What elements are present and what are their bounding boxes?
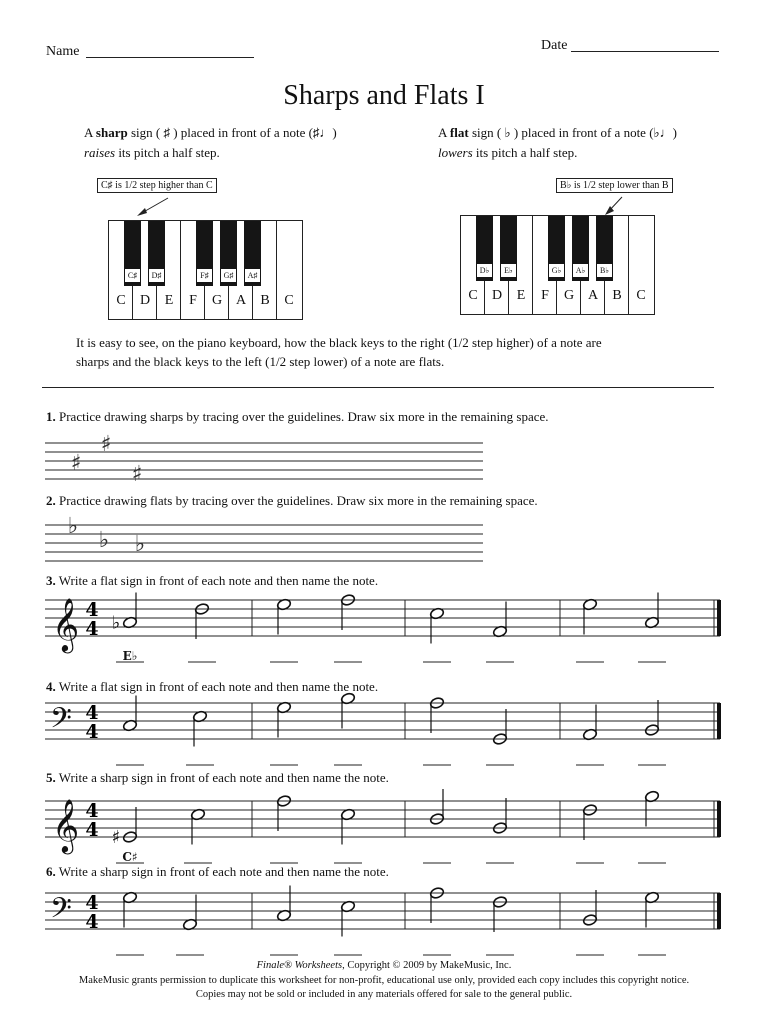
white-key-label: B <box>260 293 270 308</box>
white-key-label: B <box>612 288 622 303</box>
time-signature-top: 4 <box>85 892 99 914</box>
exercise-4-instruction: 4. Write a flat sign in front of each note and then name the note. <box>46 679 379 694</box>
white-key-label: A <box>235 293 247 308</box>
white-key-label: G <box>563 288 575 303</box>
black-key-label: G♭ <box>549 264 564 277</box>
final-barline-thick <box>717 703 721 739</box>
sharp-definition-line1: A sharp sign ( ♯ ) placed in front of a note (♯♩) <box>84 125 337 140</box>
sharp-example-sign: ♯ <box>111 827 121 848</box>
explanation-line2: sharps and the black keys to the left (1/2 step lower) of a note are flats. <box>76 354 445 369</box>
white-key-label: E <box>516 288 526 303</box>
black-key-label: F♯ <box>197 269 212 282</box>
white-key-label: E <box>164 293 174 308</box>
flat-definition-line2: lowers its pitch a half step. <box>438 145 578 160</box>
white-key-label: F <box>189 293 197 308</box>
exercise-5-instruction: 5. Write a sharp sign in front of each note and then name the note. <box>46 770 389 785</box>
black-key-label: G♯ <box>221 269 236 282</box>
guide-flat-sign: ♭ <box>134 532 146 557</box>
guide-flat-sign: ♭ <box>67 514 79 539</box>
time-signature-bottom: 4 <box>85 618 99 640</box>
footer-copyright: Finale® Worksheets, Copyright © 2009 by MakeMusic, Inc. <box>256 960 512 971</box>
time-signature-bottom: 4 <box>85 819 99 841</box>
exercise-3-instruction: 3. Write a flat sign in front of each note and then name the note. <box>46 573 379 588</box>
explanation-line1: It is easy to see, on the piano keyboard, how the black keys to the right (1/2 step higher) of a note are <box>76 335 602 350</box>
white-key-label: A <box>587 288 599 303</box>
treble-clef-icon: 𝄞 <box>52 798 80 852</box>
time-signature-top: 4 <box>85 800 99 822</box>
guide-sharp-sign: ♯ <box>100 432 112 457</box>
treble-clef-icon: 𝄞 <box>52 597 80 651</box>
black-key-label: C♯ <box>125 269 140 282</box>
white-key-label: C <box>468 288 478 303</box>
sharp-keyboard-callout: C♯ is 1/2 step higher than C <box>97 178 217 193</box>
black-key-label: A♭ <box>573 264 588 277</box>
footer-permission: MakeMusic grants permission to duplicate this worksheet for non-profit, educational use only, provided each copy includes this copyright notice. <box>78 975 690 986</box>
white-key-label: C <box>636 288 646 303</box>
black-key-label: B♭ <box>597 264 612 277</box>
final-barline-thick <box>717 893 721 929</box>
white-key-label: D <box>491 288 503 303</box>
flat-definition-line1: A flat sign ( ♭ ) placed in front of a note (♭♩) <box>438 125 677 140</box>
flat-keyboard-callout: B♭ is 1/2 step lower than B <box>556 178 673 193</box>
exercise-6-instruction: 6. Write a sharp sign in front of each note and then name the note. <box>46 864 389 879</box>
exercise-1-instruction: 1. Practice drawing sharps by tracing over the guidelines. Draw six more in the remaining space. <box>46 409 549 424</box>
white-key-label: F <box>541 288 549 303</box>
white-key-label: G <box>211 293 223 308</box>
black-key-label: E♭ <box>501 264 516 277</box>
final-barline-thick <box>717 801 721 837</box>
bass-clef-icon: 𝄢 <box>50 892 72 932</box>
black-key-label: D♯ <box>149 269 164 282</box>
footer-restriction: Copies may not be sold or included in any materials offered for sale to the general public. <box>195 989 573 1000</box>
time-signature-top: 4 <box>85 702 99 724</box>
black-key-label: A♯ <box>245 269 260 282</box>
sharp-definition-line2: raises its pitch a half step. <box>84 145 220 160</box>
example-answer: E♭ <box>122 649 138 663</box>
white-key-label: C <box>284 293 294 308</box>
page-title: Sharps and Flats I <box>283 80 485 111</box>
guide-sharp-sign: ♯ <box>131 462 143 487</box>
white-key-label: D <box>139 293 151 308</box>
white-key-label: C <box>116 293 126 308</box>
flat-example-sign: ♭ <box>111 612 121 634</box>
final-barline-thick <box>717 600 721 636</box>
time-signature-bottom: 4 <box>85 721 99 743</box>
name-label: Name <box>46 44 80 59</box>
date-label: Date <box>541 38 568 53</box>
black-key-label: D♭ <box>477 264 492 277</box>
guide-flat-sign: ♭ <box>98 528 110 553</box>
time-signature-top: 4 <box>85 599 99 621</box>
bass-clef-icon: 𝄢 <box>50 702 72 742</box>
time-signature-bottom: 4 <box>85 911 99 933</box>
guide-sharp-sign: ♯ <box>70 451 82 476</box>
example-answer: C♯ <box>122 850 138 864</box>
exercise-2-instruction: 2. Practice drawing flats by tracing over the guidelines. Draw six more in the remaining space. <box>46 493 538 508</box>
